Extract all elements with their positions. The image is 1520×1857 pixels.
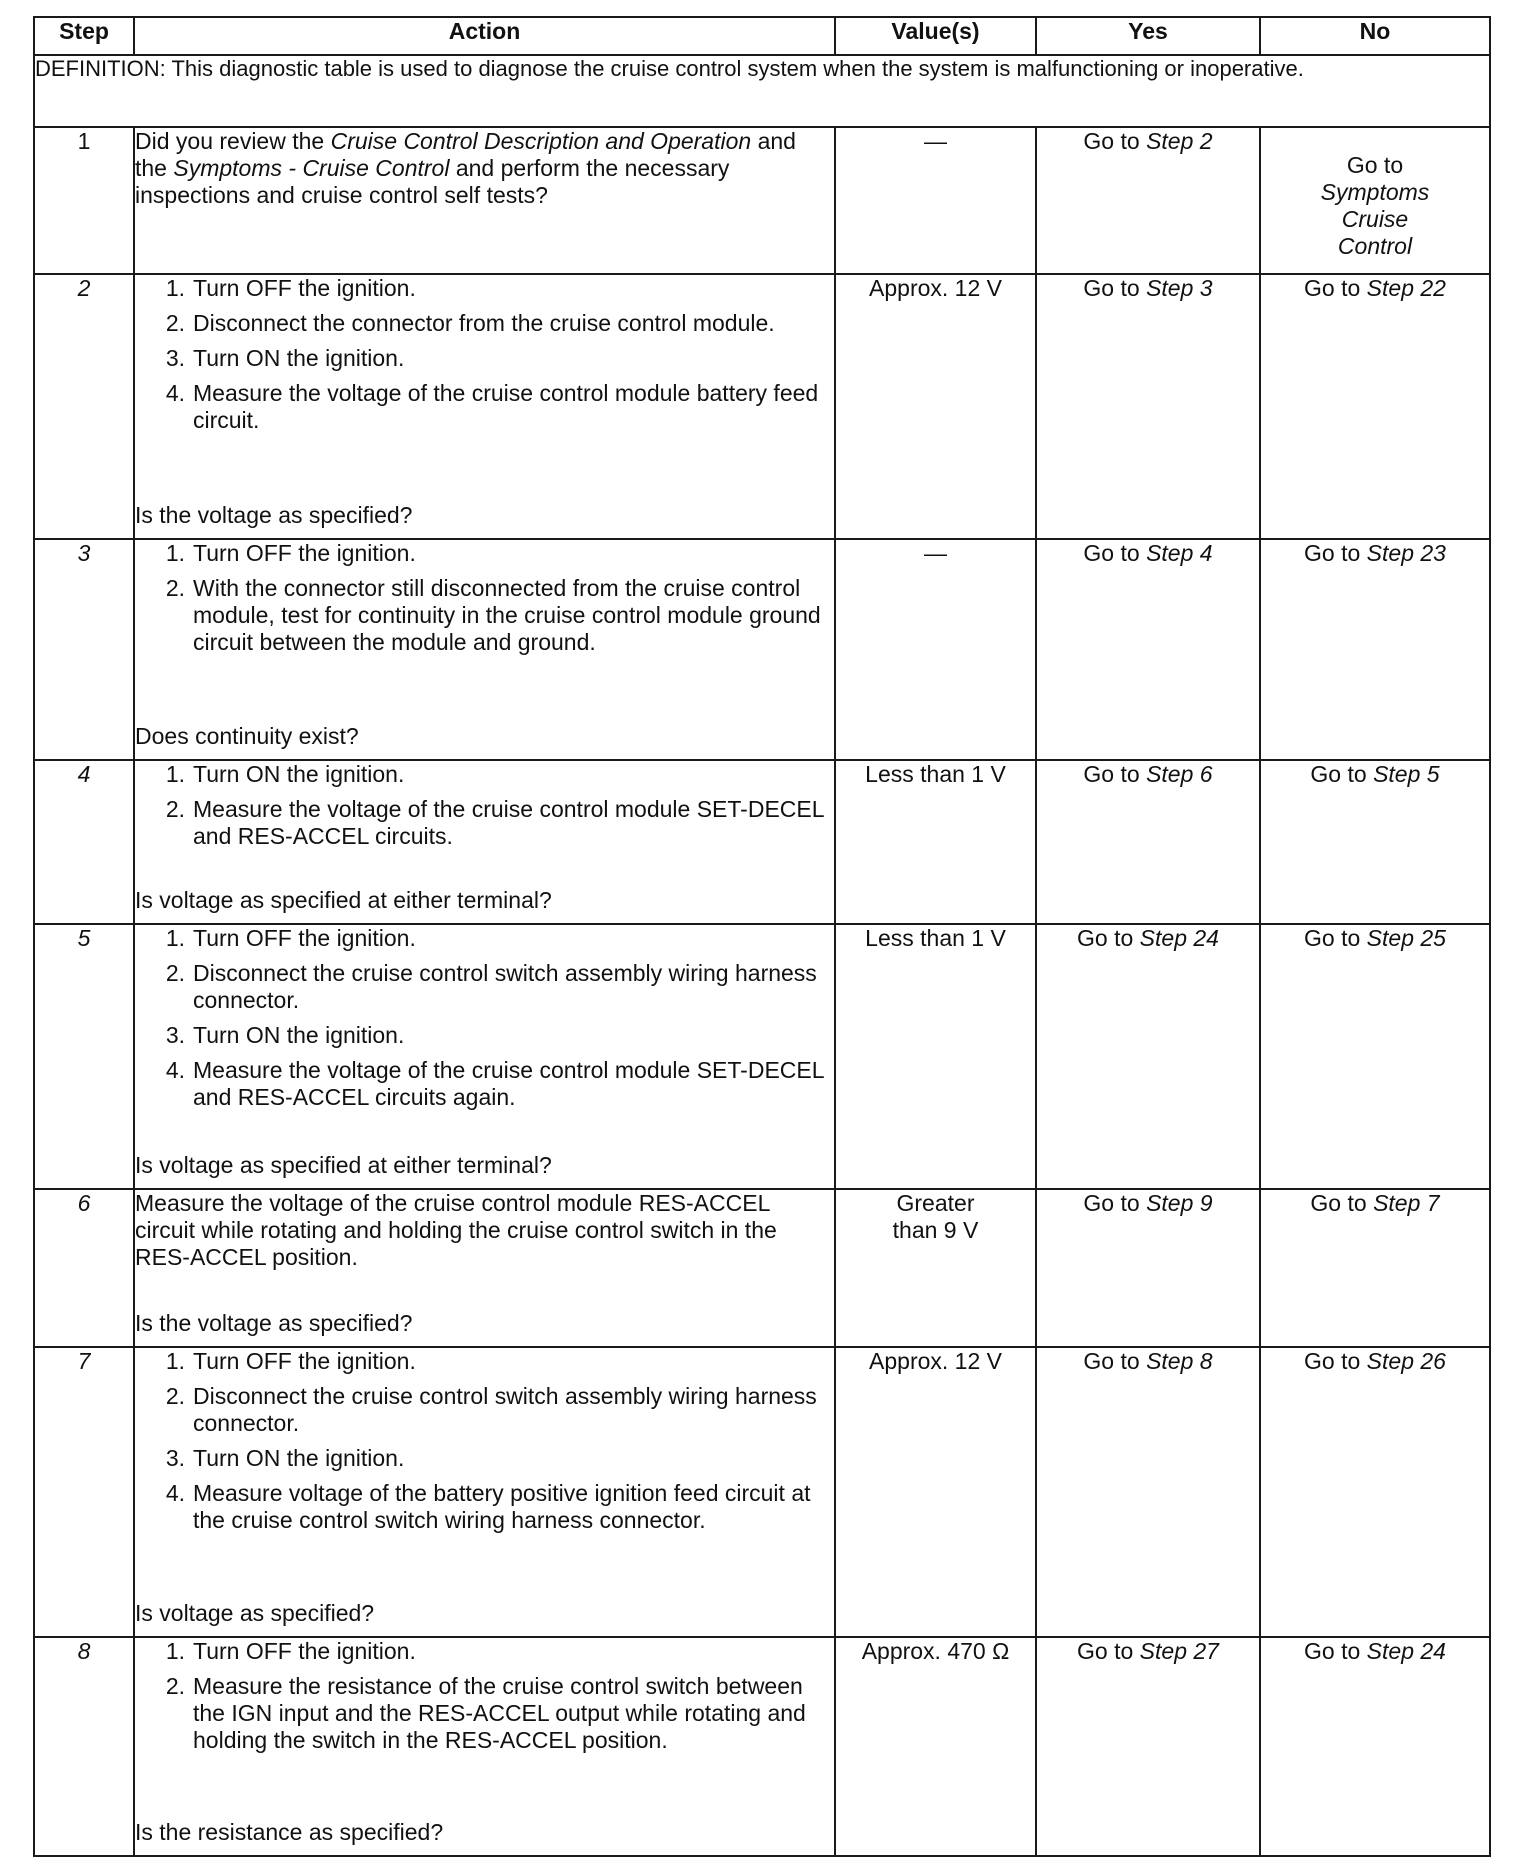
definition-row: [34, 55, 1490, 127]
header-yes: Yes: [1036, 17, 1260, 55]
no-step-link[interactable]: Step 25: [1366, 925, 1446, 951]
action-cell: [134, 1637, 835, 1856]
yes-cell: Go to Step 4: [1036, 539, 1260, 760]
no-cell: Go to Step 26: [1260, 1347, 1490, 1637]
value-cell: Less than 1 V: [835, 760, 1036, 924]
no-line: Go to: [1346, 151, 1404, 178]
no-cell: Go to Step 5: [1260, 760, 1490, 924]
procedure-item: 2. Disconnect the cruise control switch assembly wiring harness connector.: [165, 960, 817, 1013]
no-link-line[interactable]: Control: [1337, 232, 1413, 259]
action-text: [135, 128, 834, 209]
procedure-item: 2. Disconnect the cruise control switch assembly wiring harness connector.: [165, 1383, 817, 1436]
yes-prefix: Go to: [1083, 128, 1147, 154]
yes-cell: [1036, 127, 1260, 274]
value-cell: [835, 1189, 1036, 1347]
procedure-item: 1. Turn OFF the ignition.: [165, 1638, 416, 1664]
header-step: Step: [34, 17, 134, 55]
action-text-part: and the: [135, 128, 796, 181]
procedure-item: 1. Turn OFF the ignition.: [165, 1348, 416, 1374]
procedure-item: 2. Measure the resistance of the cruise control switch between the IGN input and the RES-ACCEL output while rotating and holding the switch in the RES-ACCEL position.: [165, 1673, 806, 1753]
question-text: Is voltage as specified at either terminal?: [135, 887, 552, 913]
action-cell: [134, 924, 835, 1189]
value-cell: —: [835, 539, 1036, 760]
table-row: [34, 127, 1490, 274]
no-step-link[interactable]: Step 26: [1366, 1348, 1446, 1374]
table-row: [34, 1347, 1490, 1637]
no-cell: Go to Step 24: [1260, 1637, 1490, 1856]
no-step-link[interactable]: Step 22: [1366, 275, 1446, 301]
diagnostic-table: [33, 16, 1491, 1857]
procedure-item: 4. Measure voltage of the battery positive ignition feed circuit at the cruise control switch wiring harness connector.: [165, 1480, 811, 1533]
procedure-item: 4. Measure the voltage of the cruise control module battery feed circuit.: [165, 380, 819, 433]
yes-step-link[interactable]: Step 3: [1146, 275, 1213, 301]
procedure-item: 2. Measure the voltage of the cruise control module SET-DECEL and RES-ACCEL circuits.: [165, 796, 824, 849]
step-number: 8: [34, 1637, 134, 1856]
question-text: Is the voltage as specified?: [135, 502, 413, 528]
value-cell: Less than 1 V: [835, 924, 1036, 1189]
table-row: [34, 1189, 1490, 1347]
yes-cell: Go to Step 27: [1036, 1637, 1260, 1856]
definition-text: DEFINITION: This diagnostic table is used to diagnose the cruise control system when the system is malfunctioning or inoperative.: [34, 55, 1490, 127]
procedure-item: 1. Turn OFF the ignition.: [165, 925, 416, 951]
no-cell: Go to Step 25: [1260, 924, 1490, 1189]
header-row: [34, 17, 1490, 55]
no-step-link[interactable]: Step 7: [1373, 1190, 1440, 1216]
yes-cell: Go to Step 24: [1036, 924, 1260, 1189]
procedure-item: 3. Turn ON the ignition.: [165, 1022, 405, 1048]
no-link-line[interactable]: Cruise: [1341, 205, 1409, 232]
value-cell: Approx. 12 V: [835, 274, 1036, 539]
action-cell: [134, 760, 835, 924]
action-text-part: Did you review the: [135, 128, 331, 154]
procedure-item: 1. Turn ON the ignition.: [165, 761, 405, 787]
yes-step-link[interactable]: Step 24: [1139, 925, 1219, 951]
question-text: Is voltage as specified?: [135, 1600, 375, 1626]
action-cell: [134, 274, 835, 539]
procedure-item: 1. Turn OFF the ignition.: [165, 540, 416, 566]
table-row: [34, 1637, 1490, 1856]
yes-step-link[interactable]: Step 27: [1139, 1638, 1219, 1664]
doc-reference: Cruise Control Description and Operation: [330, 128, 752, 154]
action-cell: [134, 1189, 835, 1347]
no-step-link[interactable]: Step 23: [1366, 540, 1446, 566]
question-text: Is the voltage as specified?: [135, 1310, 413, 1336]
action-cell: [134, 127, 835, 274]
table-row: [34, 539, 1490, 760]
yes-step-link[interactable]: Step 4: [1146, 540, 1213, 566]
action-text: Measure the voltage of the cruise control module RES-ACCEL circuit while rotating and holding the cruise control switch in the RES-ACCEL position.: [135, 1190, 777, 1270]
action-cell: [134, 1347, 835, 1637]
procedure-item: 3. Turn ON the ignition.: [165, 345, 405, 371]
table-row: [34, 760, 1490, 924]
value-cell: —: [835, 127, 1036, 274]
yes-step-link[interactable]: Step 2: [1146, 128, 1213, 154]
yes-step-link[interactable]: Step 8: [1146, 1348, 1213, 1374]
value-line: than 9 V: [892, 1217, 979, 1243]
step-number: 3: [34, 539, 134, 760]
yes-cell: Go to Step 9: [1036, 1189, 1260, 1347]
procedure-item: 1. Turn OFF the ignition.: [165, 275, 416, 301]
procedure-item: 2. Disconnect the connector from the cruise control module.: [165, 310, 775, 336]
step-number: 6: [34, 1189, 134, 1347]
step-number: 2: [34, 274, 134, 539]
no-cell: Go to Step 22: [1260, 274, 1490, 539]
yes-step-link[interactable]: Step 6: [1146, 761, 1213, 787]
step-number: 5: [34, 924, 134, 1189]
procedure-list: [135, 1638, 834, 1762]
yes-cell: Go to Step 3: [1036, 274, 1260, 539]
no-link-line[interactable]: Symptoms: [1320, 178, 1430, 205]
no-cell: Go to Step 23: [1260, 539, 1490, 760]
procedure-list: [135, 1348, 834, 1542]
yes-step-link[interactable]: Step 9: [1146, 1190, 1213, 1216]
procedure-list: [135, 925, 834, 1119]
value-cell: Approx. 12 V: [835, 1347, 1036, 1637]
table-row: [34, 924, 1490, 1189]
procedure-list: [135, 540, 834, 664]
question-text: Is the resistance as specified?: [135, 1819, 444, 1845]
action-cell: [134, 539, 835, 760]
action-text-part: and perform the necessary inspections and cruise control self tests?: [135, 155, 730, 208]
procedure-list: [135, 761, 834, 858]
value-line: Greater: [896, 1190, 975, 1216]
header-no: No: [1260, 17, 1490, 55]
procedure-item: 2. With the connector still disconnected from the cruise control module, test for continuity in the cruise control module ground circuit between the module and ground.: [165, 575, 821, 655]
no-cell: [1260, 127, 1490, 274]
value-cell: Approx. 470 Ω: [835, 1637, 1036, 1856]
yes-cell: Go to Step 6: [1036, 760, 1260, 924]
procedure-list: [135, 275, 834, 442]
procedure-item: 4. Measure the voltage of the cruise control module SET-DECEL and RES-ACCEL circuits again.: [165, 1057, 824, 1110]
header-action: Action: [134, 17, 835, 55]
question-text: Is voltage as specified at either terminal?: [135, 1152, 552, 1178]
doc-reference: Symptoms - Cruise Control: [173, 155, 450, 181]
question-text: Does continuity exist?: [135, 723, 359, 749]
procedure-item: 3. Turn ON the ignition.: [165, 1445, 405, 1471]
step-number: 4: [34, 760, 134, 924]
step-number: 7: [34, 1347, 134, 1637]
no-step-link[interactable]: Step 5: [1373, 761, 1440, 787]
no-cell: Go to Step 7: [1260, 1189, 1490, 1347]
yes-cell: Go to Step 8: [1036, 1347, 1260, 1637]
header-values: Value(s): [835, 17, 1036, 55]
table-row: [34, 274, 1490, 539]
no-step-link[interactable]: Step 24: [1366, 1638, 1446, 1664]
step-number: 1: [34, 127, 134, 274]
